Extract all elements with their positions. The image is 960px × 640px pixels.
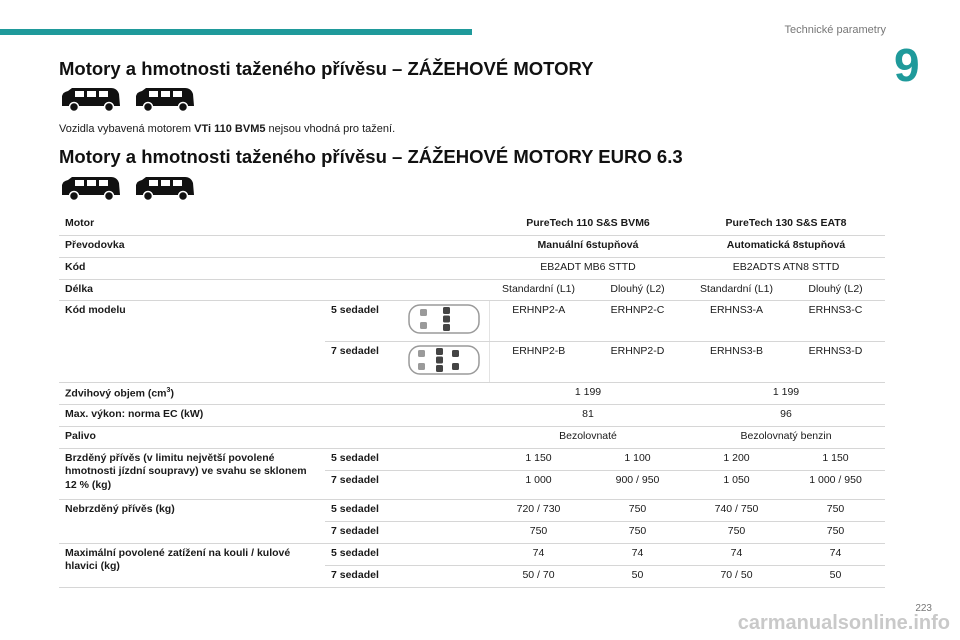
table-cell: 1 000 [489,470,588,499]
table-cell: 740 / 750 [687,499,786,521]
row-label: Max. výkon: norma EC (kW) [59,404,489,426]
seat-layout-7-icon [406,343,482,377]
table-cell: ERHNP2-A [489,300,588,341]
table-cell: Standardní (L1) [489,280,588,301]
seats-label: 7 sedadel [325,470,489,499]
row-label: Délka [59,280,489,301]
table-cell: 81 [489,404,687,426]
table-cell: Dlouhý (L2) [786,280,885,301]
table-row [59,404,885,426]
seats-label: 7 sedadel [325,341,399,382]
row-label: Kód modelu [59,300,325,382]
table-cell: 1 199 [489,382,687,404]
table-cell: 750 [588,521,687,543]
seats-label: 5 sedadel [325,499,489,521]
table-cell: 750 [786,521,885,543]
row-label: Nebrzděný přívěs (kg) [59,499,325,543]
table-cell: Standardní (L1) [687,280,786,301]
table-cell: 1 000 / 950 [786,470,885,499]
heading-petrol-engines-euro63: Motory a hmotnosti taženého přívěsu – ZÁŽEHOVÉ MOTORY EURO 6.3 [59,146,683,167]
seats-label: 5 sedadel [325,543,489,565]
seat-layout-5 [399,300,489,341]
seats-label: 7 sedadel [325,521,489,543]
chapter-number: 9 [894,39,920,91]
table-cell: ERHNS3-C [786,300,885,341]
table-cell: PureTech 110 S&S BVM6 [489,214,687,236]
row-label: Motor [59,214,489,236]
table-cell: 720 / 730 [489,499,588,521]
row-label: Maximální povolené zatížení na kouli / kulové hlavici (kg) [59,543,325,587]
table-cell: 50 [588,565,687,587]
van-side-icon [133,86,197,112]
table-cell: Bezolovnaté [489,426,687,448]
table-cell: 750 [687,521,786,543]
table-cell: 50 / 70 [489,565,588,587]
table-cell: 1 050 [687,470,786,499]
table-cell: 1 100 [588,448,687,470]
table-cell: 74 [588,543,687,565]
table-row [59,300,885,341]
table-row [59,499,885,521]
table-row [59,426,885,448]
table-cell: ERHNP2-C [588,300,687,341]
table-cell: 750 [489,521,588,543]
table-cell: EB2ADT MB6 STTD [489,258,687,280]
table-cell: 1 199 [687,382,885,404]
van-side-icon [133,175,197,201]
table-cell: 1 150 [786,448,885,470]
table-cell: 750 [786,499,885,521]
heading-petrol-engines: Motory a hmotnosti taženého přívěsu – ZÁŽEHOVÉ MOTORY [59,58,594,79]
table-cell: ERHNS3-D [786,341,885,382]
table-cell: 70 / 50 [687,565,786,587]
table-cell: Manuální 6stupňová [489,236,687,258]
table-row [59,214,885,236]
table-cell: Automatická 8stupňová [687,236,885,258]
van-side-icon [59,86,123,112]
table-cell: ERHNP2-B [489,341,588,382]
table-cell: Bezolovnatý benzin [687,426,885,448]
row-label: Zdvihový objem $(cm^3)$ [59,382,489,404]
table-cell: 96 [687,404,885,426]
table-cell: 74 [786,543,885,565]
table-row [59,448,885,470]
section-title: Technické parametry [784,24,886,36]
table-cell: 1 200 [687,448,786,470]
seats-label: 5 sedadel [325,448,489,470]
intro-text: Vozidla vybavená motorem VTi 110 BVM5 nejsou vhodná pro tažení. [59,123,396,135]
row-label: Palivo [59,426,489,448]
table-row [59,382,885,404]
table-cell: 750 [588,499,687,521]
table-cell: 74 [489,543,588,565]
table-row [59,280,885,301]
table-row [59,258,885,280]
table-cell: ERHNS3-A [687,300,786,341]
table-cell: PureTech 130 S&S EAT8 [687,214,885,236]
table-row [59,543,885,565]
table-cell: 900 / 950 [588,470,687,499]
watermark: carmanualsonline.info [737,612,950,634]
row-label: Brzděný přívěs (v limitu největší povolené hmotnosti jízdní soupravy) ve svahu se sklonem 12 % (kg) [59,448,325,499]
table-cell: 1 150 [489,448,588,470]
table-cell: ERHNS3-B [687,341,786,382]
van-side-icon [59,175,123,201]
vehicle-icons [59,175,197,201]
seat-layout-5-icon [406,302,482,336]
table-cell: ERHNP2-D [588,341,687,382]
page-number: 223 [915,603,932,614]
spec-table [59,214,885,588]
vehicle-icons [59,86,197,112]
row-label: Kód [59,258,489,280]
header-accent-bar [0,29,472,35]
seats-label: 7 sedadel [325,565,489,587]
seats-label: 5 sedadel [325,300,399,341]
table-row [59,236,885,258]
row-label: Převodovka [59,236,489,258]
table-cell: Dlouhý (L2) [588,280,687,301]
table-cell: 50 [786,565,885,587]
seat-layout-7 [399,341,489,382]
table-cell: 74 [687,543,786,565]
table-cell: EB2ADTS ATN8 STTD [687,258,885,280]
